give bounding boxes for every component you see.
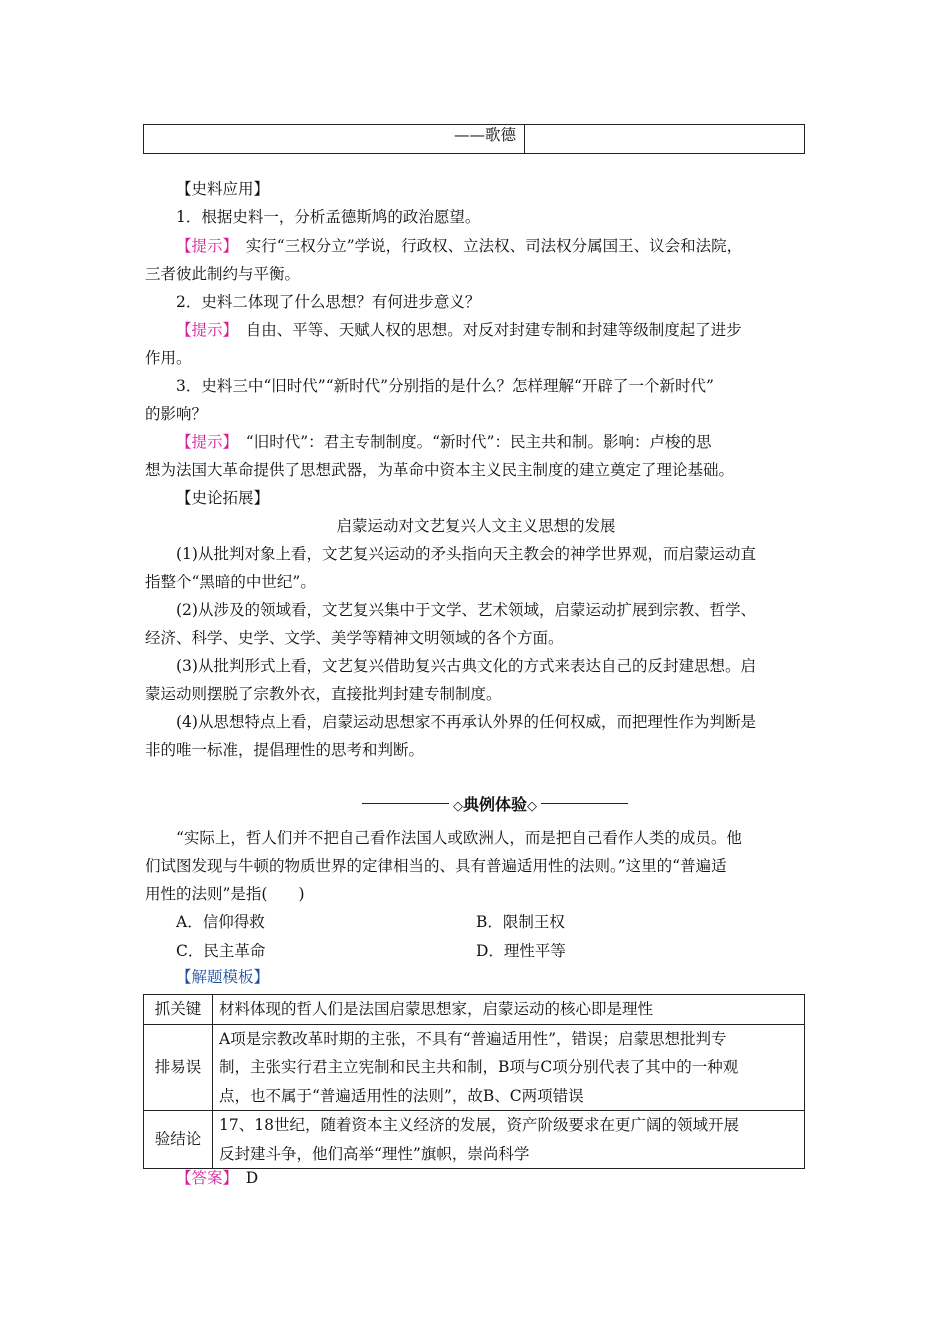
quote-attribution-cell: [144, 125, 525, 153]
example-divider-title: [449, 792, 541, 815]
hint-2-line2: 作用。: [145, 349, 192, 367]
options-row: [176, 908, 776, 937]
point-4-line2: 非的唯一标准，提倡理性的思考和判断。: [145, 741, 425, 759]
row-line: 17、18世纪，随着资本主义经济的发展，资产阶级要求在更广阔的领域开展: [219, 1116, 739, 1134]
row-line: 反封建斗争，他们高举“理性”旗帜，崇尚科学: [219, 1144, 530, 1163]
example-divider: [362, 792, 628, 814]
answer-value: D: [245, 1169, 259, 1187]
row-line: 制，主张实行君主立宪制和民主共和制，B项与C项分别代表了其中的一种观: [219, 1058, 739, 1076]
hint-text: “旧时代”：君主专制制度。“新时代”：民主共和制。影响：卢梭的思: [230, 433, 712, 451]
example-stem-line1: “实际上，哲人们并不把自己看作法国人或欧洲人，而是把自己看作人类的成员。他: [176, 829, 742, 847]
point-3-line2: 蒙运动则摆脱了宗教外衣，直接批判封建专制制度。: [145, 685, 502, 703]
point-4-line1: (4)从思想特点上看，启蒙运动思想家不再承认外界的任何权威，而把理性作为判断是: [176, 713, 756, 731]
divider-title-text: 典例体验: [463, 794, 528, 814]
point-3-line1: (3)从批判形式上看，文艺复兴借助复兴古典文化的方式来表达自己的反封建思想。启: [176, 657, 756, 675]
extension-subtitle: 启蒙运动对文艺复兴人文主义思想的发展: [336, 517, 616, 535]
option-d: D．理性平等: [476, 941, 566, 960]
point-2-line2: 经济、科学、史学、文学、美学等精神文明领域的各个方面。: [145, 629, 564, 647]
point-1-line1: (1)从批判对象上看，文艺复兴运动的矛头指向天主教会的神学世界观，而启蒙运动直: [176, 545, 756, 563]
question-3-line1: 3．史料三中“旧时代”“新时代”分别指的是什么？怎样理解“开辟了一个新时代”: [176, 377, 714, 395]
solution-template-table: [143, 994, 805, 1169]
example-stem-line2: 们试图发现与牛顿的物质世界的定律相当的、具有普遍适用性的法则。”这里的“普遍适: [145, 857, 727, 875]
divider-line-right: [541, 803, 628, 804]
hint-3-line1: [145, 428, 807, 457]
answer-options: [176, 908, 776, 965]
empty-cell: [525, 125, 804, 153]
table-row: [144, 995, 805, 1025]
quote-table-continuation: [143, 124, 805, 154]
template-heading: [145, 963, 807, 992]
row-label: 验结论: [144, 1111, 213, 1169]
quote-attribution: ——歌德: [453, 126, 516, 144]
section-heading-extension: 【史论拓展】: [176, 489, 270, 507]
section-heading-application: 【史料应用】: [176, 180, 270, 198]
answer-tag: 【答案】: [176, 1169, 231, 1187]
row-line: 点，也不属于“普遍适用性的法则”，故B、C两项错误: [219, 1086, 584, 1105]
row-line: A项是宗教改革时期的主张，不具有“普遍适用性”，错误；启蒙思想批判专: [219, 1029, 727, 1048]
option-a: A．信仰得救: [176, 913, 265, 931]
hint-tag: 【提示】: [176, 321, 231, 339]
row-label: 抓关键: [144, 995, 213, 1025]
row-content: [213, 1024, 805, 1111]
row-label: 排易误: [144, 1024, 213, 1111]
hint-tag: 【提示】: [176, 433, 231, 451]
hint-tag: 【提示】: [176, 237, 231, 255]
answer-line: [145, 1164, 807, 1193]
hint-text: 自由、平等、天赋人权的思想。对反对封建专制和封建等级制度起了进步: [230, 321, 742, 339]
hint-2-line1: [145, 316, 807, 345]
table-row: [144, 1111, 805, 1169]
question-3-line2: 的影响？: [145, 405, 208, 423]
template-tag: 【解题模板】: [176, 968, 270, 986]
hint-1-line1: [145, 232, 807, 261]
hint-1-line2: 三者彼此制约与平衡。: [145, 265, 301, 283]
diamond-icon: ◇: [527, 798, 538, 814]
answer-spacer: [230, 1169, 246, 1187]
point-1-line2: 指整个“黑暗的中世纪”。: [145, 573, 316, 591]
hint-3-line2: 想为法国大革命提供了思想武器，为革命中资本主义民主制度的建立奠定了理论基础。: [145, 461, 735, 479]
question-1: 1．根据史料一，分析孟德斯鸠的政治愿望。: [176, 208, 481, 226]
divider-line-left: [362, 803, 449, 804]
row-line: 材料体现的哲人们是法国启蒙思想家，启蒙运动的核心即是理性: [219, 1000, 654, 1018]
option-b: B．限制王权: [476, 913, 565, 931]
option-c: C．民主革命: [176, 941, 266, 960]
options-row: [176, 937, 776, 966]
example-stem-line3: 用性的法则”是指( ): [145, 885, 305, 903]
row-content: [213, 995, 805, 1025]
question-2: 2．史料二体现了什么思想？有何进步意义？: [176, 293, 481, 311]
row-content: [213, 1111, 805, 1169]
diamond-icon: ◇: [453, 798, 463, 814]
hint-text: 实行“三权分立”学说，行政权、立法权、司法权分属国王、议会和法院，: [230, 237, 743, 255]
point-2-line1: (2)从涉及的领域看，文艺复兴集中于文学、艺术领域，启蒙运动扩展到宗教、哲学、: [176, 601, 756, 619]
table-row: [144, 1024, 805, 1111]
